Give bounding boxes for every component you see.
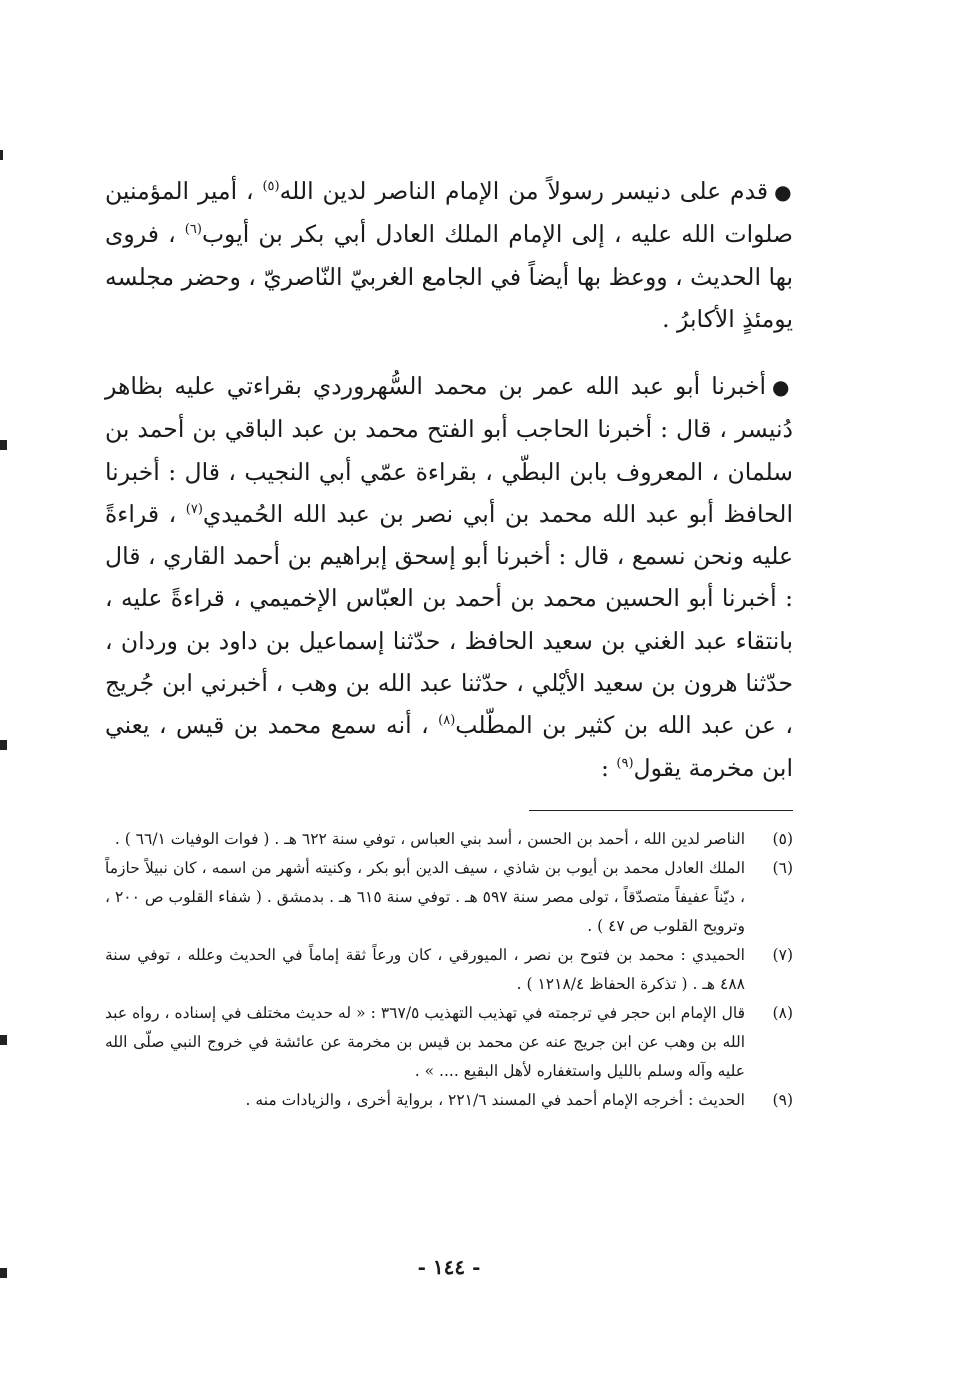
footnote-9 [105,1086,793,1115]
footnotes [105,825,793,1115]
footnote-ref[interactable]: (٥) [262,179,280,195]
footnote-text: الحميدي : محمد بن فتوح بن نصر ، الميورقي ، كان ورعاً ثقة إماماً في الحديث وعلله ، توفي سنة ٤٨٨ هـ . ( تذكرة الحفاظ ١٢١٨/٤ ) . [105,946,745,993]
footnote-text: الملك العادل محمد بن أيوب بن شاذي ، سيف الدين أبو بكر ، وكنيته أشهر من اسمه ، كان نبيلاً حازماً ، ديّناً عفيفاً متصدّقاً ، تولى مصر سنة ٥٩٧ هـ . توفي سنة ٦١٥ هـ . بدمشق . ( شفاء القلوب ص ٢٠٠ ، وترويح القلوب ص ٤٧ ) . [105,859,746,935]
paragraph-text: ، أمير المؤمنين صلوات الله عليه ، إلى الإمام الملك العادل أبي بكر بن أيوب [105,177,794,249]
scan-edge-mark [0,740,7,750]
scan-edge-mark [0,1035,7,1045]
bullet-icon: ● [774,180,794,204]
document-page [105,150,793,1280]
bullet-icon: ● [772,375,793,399]
page-number: - ١٤٤ - [417,1255,481,1279]
paragraph-text: ، فروى بها الحديث ، ووعظ بها أيضاً في الجامع الغربيّ النّاصريّ ، وحضر مجلسه يومئذٍ الأكابرُ . [105,220,793,333]
scan-edge-mark [0,440,7,450]
scan-edge-mark [0,1268,7,1278]
footnote-number: (٨) [772,1004,793,1022]
footnote-ref[interactable]: (٧) [185,502,203,518]
footnote-divider [529,810,793,811]
scan-edge-mark [0,150,3,160]
footnote-7 [105,941,793,999]
paragraph-text: ، قراءةً عليه ونحن نسمع ، قال : أخبرنا أبو إسحق إبراهيم بن أحمد القاري ، قال : أخبرنا أبو الحسين محمد بن أحمد بن العبّاس الإخميمي ، قراءةً عليه ، بانتقاء عبد الغني بن سعيد الحافظ ، حدّثنا إسماعيل بن داود بن وردان ، حدّثنا هرون بن سعيد الأيْلي ، حدّثنا عبد الله بن وهب ، أخبرني ابن جُريج ، عن عبد الله بن كثير بن المطّلب [105,499,793,740]
footnote-ref[interactable]: (٦) [184,222,202,238]
footnote-number: (٧) [772,946,793,964]
paragraph-visit [105,170,793,340]
paragraph-isnad [105,365,793,789]
footnote-number: (٥) [772,830,793,848]
footnote-text: الحديث : أخرجه الإمام أحمد في المسند ٢٢١/٦ ، برواية أخرى ، والزيادات منه . [245,1091,745,1109]
footnote-8 [105,999,793,1086]
paragraph-text: أخبرنا أبو عبد الله عمر بن محمد السُّهروردي بقراءتي عليه بظاهر دُنيسر ، قال : أخبرنا الحاجب أبو الفتح محمد بن عبد الباقي بن أحمد بن سلمان ، المعروف بابن البطّي ، بقراءة عمّي أبي النجيب ، قال : أخبرنا الحافظ أبو عبد الله محمد بن أبي نصر بن عبد الله الحُميدي [105,372,793,528]
footnote-number: (٩) [772,1091,793,1109]
footnote-ref[interactable]: (٩) [616,755,634,771]
paragraph-text: ، أنه سمع محمد بن قيس ، يعني ابن مخرمة يقول [105,711,793,782]
footnote-text: قال الإمام ابن حجر في ترجمته في تهذيب التهذيب ٣٦٧/٥ : « له حديث مختلف في إسناده ، رواه عبد الله بن وهب عن ابن جريج عنه عن محمد بن قيس بن مخرمة عن عائشة في خروج النبي صلّى الله عليه وآله وسلم بالليل واستغفاره لأهل البقيع .... » . [105,1004,745,1080]
paragraph-text: : [601,753,617,782]
footnote-ref[interactable]: (٨) [438,713,456,729]
footnote-5 [105,825,793,854]
footnote-6 [105,854,793,941]
footnote-number: (٦) [772,859,793,877]
paragraph-text: قدم على دنيسر رسولاً من الإمام الناصر لدين الله [279,177,769,205]
footnote-text: الناصر لدين الله ، أحمد بن الحسن ، أسد بني العباس ، توفي سنة ٦٢٢ هـ . ( فوات الوفيات ٦٦/١ ) . [114,830,745,848]
